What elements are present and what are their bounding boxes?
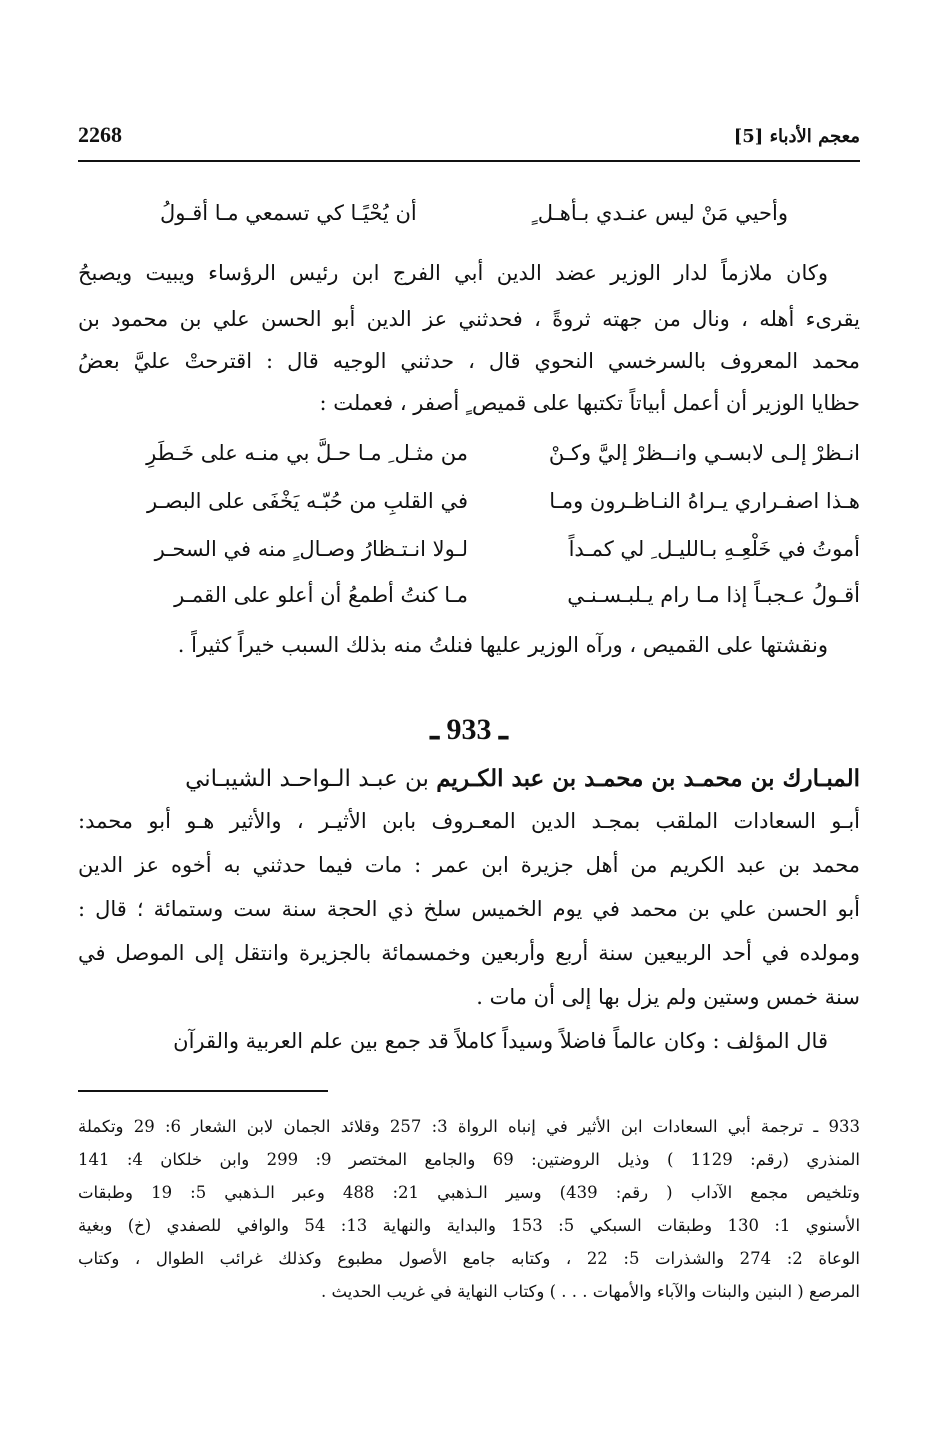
footnote-line: 933 ـ ترجمة أبي السعادات ابن الأثير في إنباه الرواة 3: 257 وقلائد الجمان لابن الشعار 6: 29 وتكملة xyxy=(78,1117,860,1136)
footnote-line: المرصع ( البنين والبنات والآباء والأمهات . . . ) وكتاب النهاية في غريب الحديث . xyxy=(321,1282,860,1301)
verse-hemistich-right: وأحيي مَنْ ليس عنـدي بـأهـل ٍ xyxy=(531,201,788,225)
closing-line: ونقشتها على القميص ، ورآه الوزير عليها فنلتُ منه بذلك السبب خيراً كثيراً . xyxy=(177,633,828,657)
paragraph-line: وكان ملازماً لدار الوزير عضد الدين أبي الفرج ابن رئيس الرؤساء ويبيت ويصبحُ xyxy=(78,261,828,285)
entry-line: أبـو السعادات الملقب بمجـد الدين المعـروف بابن الأثيـر ، والأثير هـو أبو محمد: xyxy=(78,809,860,833)
footnote-line: الأسنوي 1: 130 وطبقات السبكي 5: 153 والبداية والنهاية 13: 54 والوافي للصفدي (خ) وبغية xyxy=(78,1216,860,1235)
entry-line: ومولده في أحد الربيعين سنة أربع وأربعين وخمسمائة بالجزيرة وانتقل إلى الموصل في xyxy=(78,941,860,965)
poem-hemistich-left: في القلبِ من حُبّـه يَخْفَى على البصـر xyxy=(146,489,468,513)
author-line: قال المؤلف : وكان عالماً فاضلاً وسيداً كاملاً قد جمع بين علم العربية والقرآن xyxy=(173,1029,828,1053)
entry-name-rest: بن عبـد الـواحـد الشيبـاني xyxy=(185,766,437,792)
poem-hemistich-right: أموتُ في خَلْعِـهِ بـالليـل ِ لي كمـداً xyxy=(568,537,860,561)
footnote-line: الوعاة 2: 274 والشذرات 5: 22 ، وكتابه جامع الأصول مطبوع وكذلك غرائب الطوال ، وكتاب xyxy=(78,1249,860,1268)
entry-name: المبـارك بن محمـد بن محمـد بن عبد الكـريم xyxy=(436,765,860,792)
header-rule xyxy=(78,160,860,162)
entry-line: أبو الحسن علي بن محمد في يوم الخميس سلخ ذي الحجة سنة ست وستمائة ؛ قال : xyxy=(78,897,860,921)
footnote-line: المنذري (رقم: 1129 ) وذيل الروضتين: 69 والجامع المختصر 9: 299 وابن خلكان 4: 141 xyxy=(78,1150,860,1169)
verse-hemistich-left: أن يُحْيًـا كي تسمعي مـا أقـولُ xyxy=(160,201,417,225)
poem-hemistich-right: انـظرْ إلـى لابسـي وانــظرْ إليَّ وكـنْ xyxy=(548,441,860,465)
footnote-rule xyxy=(78,1090,328,1092)
paragraph-line: محمد المعروف بالسرخسي النحوي قال ، حدثني الوجيه قال : اقترحتْ عليَّ بعضُ xyxy=(78,349,860,373)
page-number: 2268 xyxy=(78,122,122,147)
poem-hemistich-left: مـا كنتُ أطمعُ أن أعلو على القمـر xyxy=(174,583,468,607)
paragraph-line: يقرىء أهله ، ونال من جهته ثروةً ، فحدثني عز الدين أبو الحسن علي بن محمود بن xyxy=(78,307,860,331)
running-header xyxy=(78,122,860,152)
entry-heading xyxy=(78,762,860,796)
book-title: معجم الأدباء [5] xyxy=(733,126,860,147)
paragraph-line: حظايا الوزير أن أعمل أبياتاً تكتبها على قميص ٍ أصفر ، فعملت : xyxy=(319,391,860,415)
entry-line: محمد بن عبد الكريم من أهل جزيرة ابن عمر : مات فيما حدثني به أخوه عز الدين xyxy=(78,853,860,877)
entry-number: ـ 933 ـ xyxy=(430,713,508,746)
poem-hemistich-right: أقـولُ عـجبـاً إذا مـا رام يـلبـسـنـي xyxy=(567,583,860,607)
footnote-line: وتلخيص مجمع الآداب ( رقم: 439) وسير الـذهبي 21: 488 وعبر الـذهبي 5: 19 وطبقات xyxy=(78,1183,860,1202)
poem-hemistich-left: لـولا انـتـظارُ وصـال ٍ منه في السحـر xyxy=(154,537,468,561)
poem-hemistich-left: من مثـل ِ مـا حـلَّ بي منـه على خَـطَرِ xyxy=(146,441,468,465)
poem-hemistich-right: هـذا اصفـراري يـراهُ النـاظـرون ومـا xyxy=(549,489,860,513)
entry-line: سنة خمس وستين ولم يزل بها إلى أن مات . xyxy=(476,985,860,1009)
